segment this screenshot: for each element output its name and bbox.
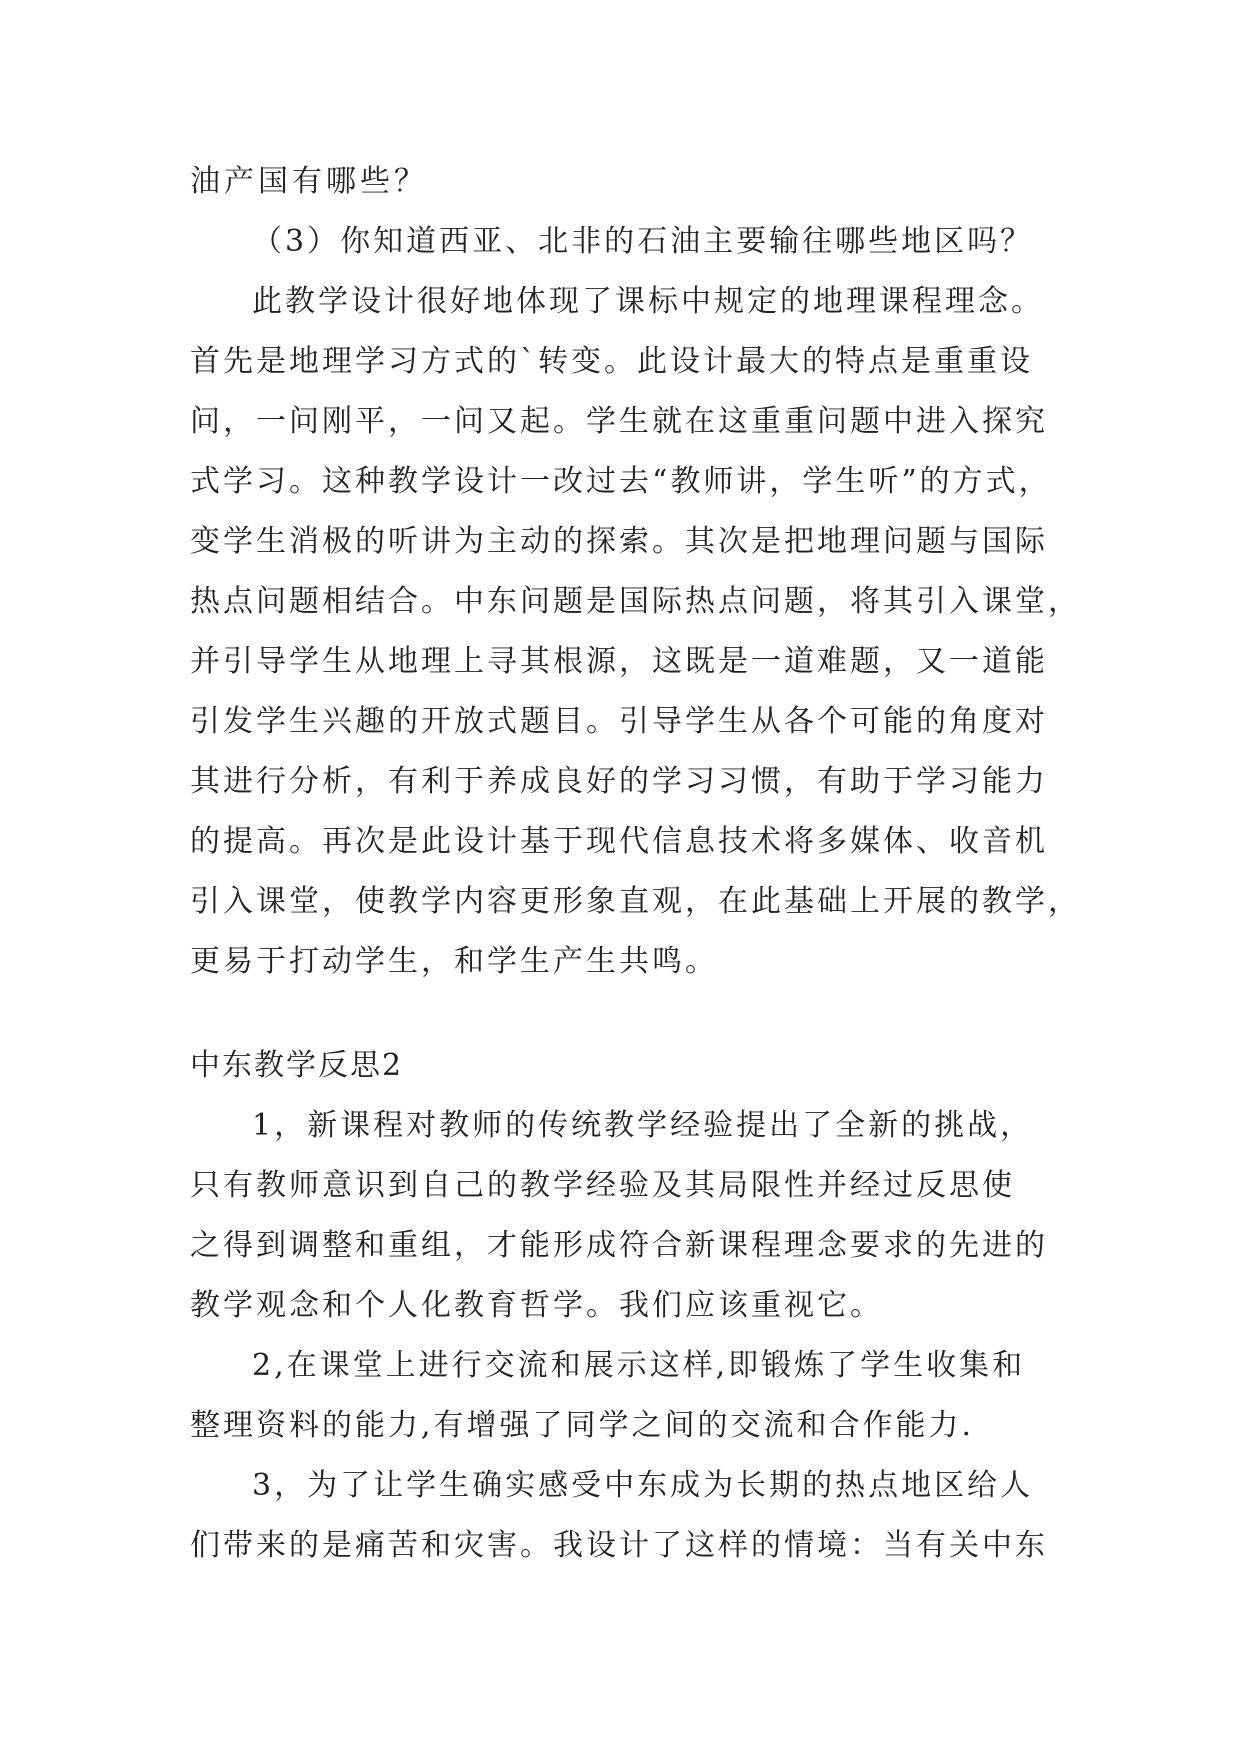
- text-line: 只有教师意识到自己的教学经验及其局限性并经过反思使: [190, 1168, 1015, 1203]
- text-line: 热点问题相结合。中东问题是国际热点问题，将其引入课堂，: [190, 584, 1081, 619]
- text-line: 1，新课程对教师的传统教学经验提出了全新的挑战，: [252, 1108, 1034, 1143]
- text-line: 此教学设计很好地体现了课标中规定的地理课程理念。: [252, 284, 1044, 319]
- text-line: 并引导学生从地理上寻其根源，这既是一道难题，又一道能: [190, 644, 1048, 679]
- text-line: （3）你知道西亚、北非的石油主要输往哪些地区吗？: [252, 224, 1034, 259]
- text-line: 教学观念和个人化教育哲学。我们应该重视它。: [190, 1288, 883, 1323]
- text-line: 式学习。这种教学设计一改过去“教师讲，学生听”的方式，: [190, 464, 1052, 499]
- text-line: 之得到调整和重组，才能形成符合新课程理念要求的先进的: [190, 1228, 1048, 1263]
- text-line: 的提高。再次是此设计基于现代信息技术将多媒体、收音机: [190, 824, 1048, 859]
- text-line: 引入课堂，使教学内容更形象直观，在此基础上开展的教学，: [190, 884, 1081, 919]
- section-heading: 中东教学反思2: [190, 1048, 404, 1083]
- text-line: 油产国有哪些？: [190, 164, 428, 199]
- text-line: 3，为了让学生确实感受中东成为长期的热点地区给人: [252, 1468, 1034, 1503]
- text-line: 其进行分析，有利于养成良好的学习习惯，有助于学习能力: [190, 764, 1048, 799]
- text-line: 问，一问刚平，一问又起。学生就在这重重问题中进入探究: [190, 404, 1048, 439]
- text-line: 们带来的是痛苦和灾害。我设计了这样的情境：当有关中东: [190, 1528, 1048, 1563]
- text-line: 整理资料的能力,有增强了同学之间的交流和合作能力.: [190, 1408, 975, 1443]
- text-line: 更易于打动学生，和学生产生共鸣。: [190, 944, 718, 979]
- text-line: 引发学生兴趣的开放式题目。引导学生从各个可能的角度对: [190, 704, 1048, 739]
- text-line: 2,在课堂上进行交流和展示这样,即锻炼了学生收集和: [252, 1348, 1026, 1383]
- text-line: 首先是地理学习方式的`转变。此设计最大的特点是重重设: [190, 344, 1033, 379]
- text-line: 变学生消极的听讲为主动的探索。其次是把地理问题与国际: [190, 524, 1048, 559]
